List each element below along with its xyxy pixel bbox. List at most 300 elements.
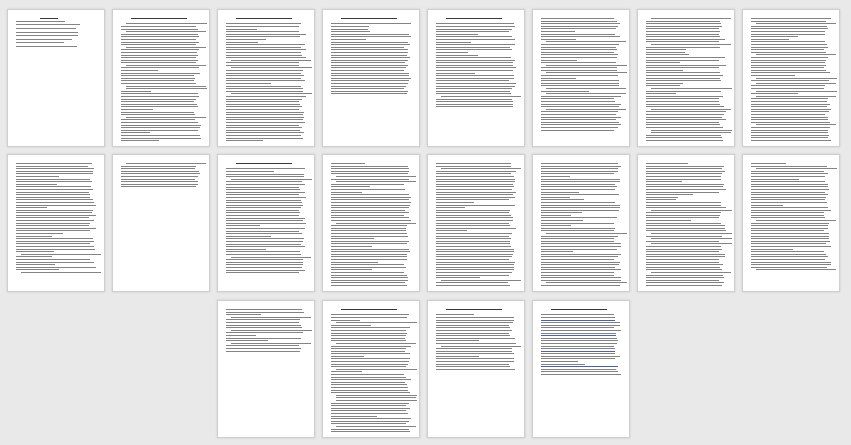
text-line xyxy=(226,332,303,333)
text-line xyxy=(331,408,410,409)
text-line xyxy=(331,403,409,404)
text-line xyxy=(331,418,411,419)
text-line xyxy=(646,91,721,92)
text-line xyxy=(336,400,417,401)
text-line xyxy=(541,111,618,112)
text-line xyxy=(126,47,206,48)
text-line xyxy=(646,262,719,263)
text-line xyxy=(336,395,417,396)
text-line xyxy=(331,44,410,45)
text-line xyxy=(16,186,91,187)
text-line xyxy=(751,47,828,48)
page-text-block xyxy=(16,163,97,285)
text-line xyxy=(226,91,303,92)
text-line xyxy=(751,140,831,141)
text-line xyxy=(331,416,377,417)
text-line xyxy=(541,60,577,61)
text-line xyxy=(226,215,299,216)
text-line xyxy=(541,18,614,19)
text-line xyxy=(226,202,302,203)
text-line xyxy=(541,371,618,372)
text-line xyxy=(436,259,509,260)
text-line xyxy=(226,236,271,237)
text-line xyxy=(226,36,300,37)
text-line xyxy=(16,179,90,180)
text-line xyxy=(751,44,827,45)
text-line xyxy=(651,132,732,133)
text-line xyxy=(541,236,618,237)
text-line xyxy=(226,42,258,43)
text-line xyxy=(226,29,257,30)
text-line xyxy=(436,207,465,208)
text-line xyxy=(441,168,521,169)
text-line xyxy=(226,194,299,195)
text-line xyxy=(646,127,723,128)
text-line xyxy=(16,194,90,195)
text-line xyxy=(436,269,514,270)
text-line xyxy=(121,179,195,180)
text-line xyxy=(651,243,732,244)
text-line xyxy=(331,280,408,281)
text-line xyxy=(751,52,826,53)
page-thumbnail[interactable] xyxy=(742,9,840,147)
text-line xyxy=(541,280,621,281)
text-line xyxy=(226,23,301,24)
page-text-block xyxy=(541,163,622,285)
text-line xyxy=(436,176,514,177)
text-line xyxy=(751,39,789,40)
text-line xyxy=(121,119,195,120)
text-line xyxy=(331,210,405,211)
text-line xyxy=(436,330,512,331)
text-line xyxy=(751,122,830,123)
text-line xyxy=(121,49,199,50)
page-text-block xyxy=(121,18,202,140)
text-line xyxy=(226,338,301,339)
text-line xyxy=(226,168,305,169)
text-line xyxy=(546,65,627,66)
text-line xyxy=(331,31,370,32)
text-line xyxy=(436,55,478,56)
text-line xyxy=(646,36,720,37)
text-line xyxy=(436,75,514,76)
text-line xyxy=(331,405,406,406)
text-line xyxy=(336,181,416,182)
text-line xyxy=(331,431,410,432)
text-line xyxy=(226,267,302,268)
text-line xyxy=(16,269,59,270)
text-line xyxy=(541,314,614,315)
page-thumbnail[interactable] xyxy=(217,9,315,147)
text-line xyxy=(646,189,726,190)
page-heading-line xyxy=(446,309,503,310)
page-text-block xyxy=(121,163,202,285)
page-thumbnail[interactable] xyxy=(322,154,420,292)
text-line xyxy=(331,390,408,391)
text-line xyxy=(541,223,614,224)
text-line xyxy=(546,41,626,42)
page-thumbnail[interactable] xyxy=(322,9,420,147)
page-thumbnail[interactable] xyxy=(427,9,525,147)
text-line xyxy=(541,54,618,55)
text-line xyxy=(436,78,514,79)
text-line xyxy=(436,171,516,172)
text-line xyxy=(751,114,825,115)
text-line xyxy=(541,49,617,50)
text-line xyxy=(751,130,828,131)
text-line xyxy=(231,257,312,258)
toc-line xyxy=(16,32,78,33)
text-line xyxy=(331,338,405,339)
text-line xyxy=(16,223,90,224)
text-line xyxy=(126,163,207,164)
page-thumbnail[interactable] xyxy=(112,9,210,147)
text-line xyxy=(331,192,362,193)
text-line xyxy=(331,67,406,68)
text-line xyxy=(226,114,303,115)
text-line xyxy=(541,168,618,169)
text-line xyxy=(751,72,830,73)
text-line xyxy=(231,179,312,180)
page-thumbnail[interactable] xyxy=(532,300,630,438)
text-line xyxy=(331,259,407,260)
text-line xyxy=(226,135,301,136)
text-line xyxy=(331,88,404,89)
text-line xyxy=(646,199,676,200)
text-line xyxy=(121,57,196,58)
text-line xyxy=(331,364,408,365)
text-line xyxy=(751,62,825,63)
page-text-block xyxy=(226,18,307,140)
text-line xyxy=(331,199,409,200)
text-line xyxy=(226,244,301,245)
text-line xyxy=(751,70,826,71)
text-line xyxy=(646,140,723,141)
text-line xyxy=(541,225,571,226)
text-line xyxy=(331,264,404,265)
text-line xyxy=(646,80,721,81)
page-thumbnail[interactable] xyxy=(532,154,630,292)
text-line xyxy=(436,325,509,326)
page-text-block xyxy=(751,163,832,285)
text-line xyxy=(226,96,306,97)
text-line xyxy=(436,366,510,367)
text-line xyxy=(226,189,300,190)
text-line xyxy=(751,225,828,226)
text-line xyxy=(646,223,721,224)
page-text-block xyxy=(646,163,727,285)
text-line xyxy=(751,181,825,182)
text-line xyxy=(751,194,828,195)
page-thumbnail[interactable] xyxy=(217,154,315,292)
text-line xyxy=(651,238,732,239)
page-text-block xyxy=(226,163,307,285)
text-line xyxy=(541,98,614,99)
text-line xyxy=(226,122,305,123)
text-line xyxy=(541,364,585,365)
text-line xyxy=(16,246,94,247)
text-line xyxy=(436,57,511,58)
text-line xyxy=(226,254,301,255)
text-line xyxy=(121,99,196,100)
page-heading-line xyxy=(131,18,188,19)
text-line xyxy=(541,207,620,208)
text-line xyxy=(751,251,824,252)
text-line xyxy=(226,319,300,320)
text-line xyxy=(546,233,627,234)
text-line xyxy=(226,101,299,102)
text-line xyxy=(331,207,409,208)
text-line xyxy=(751,173,828,174)
text-line xyxy=(436,353,514,354)
text-line xyxy=(331,356,364,357)
text-line xyxy=(331,387,408,388)
text-line xyxy=(546,88,626,89)
text-line xyxy=(651,109,732,110)
text-line xyxy=(226,109,299,110)
text-line xyxy=(226,44,305,45)
text-line xyxy=(331,353,410,354)
text-line xyxy=(226,228,305,229)
text-line xyxy=(646,49,686,50)
text-line xyxy=(756,78,837,79)
text-line xyxy=(226,238,304,239)
text-line xyxy=(436,44,515,45)
text-line xyxy=(541,163,618,164)
text-line xyxy=(541,346,614,347)
text-line xyxy=(436,70,513,71)
text-line xyxy=(331,205,410,206)
text-line xyxy=(541,101,615,102)
text-line xyxy=(436,364,509,365)
text-line xyxy=(16,217,89,218)
page-thumbnail[interactable] xyxy=(7,9,105,147)
text-line xyxy=(751,80,829,81)
page-thumbnail[interactable] xyxy=(322,300,420,438)
text-line xyxy=(646,163,688,164)
text-line xyxy=(541,220,583,221)
text-line xyxy=(331,73,409,74)
text-line xyxy=(16,215,96,216)
text-line xyxy=(226,348,301,349)
text-line xyxy=(126,65,206,66)
text-line xyxy=(16,267,96,268)
text-line xyxy=(751,184,828,185)
page-thumbnail[interactable] xyxy=(637,9,735,147)
text-line xyxy=(436,88,512,89)
text-line xyxy=(436,205,515,206)
text-line xyxy=(121,75,194,76)
text-line xyxy=(336,176,416,177)
text-line xyxy=(541,52,614,53)
text-line xyxy=(651,18,731,19)
text-line xyxy=(646,60,719,61)
text-line xyxy=(121,62,196,63)
text-line xyxy=(226,345,299,346)
text-line xyxy=(541,122,619,123)
page-thumbnail[interactable] xyxy=(637,154,735,292)
text-line xyxy=(226,80,305,81)
text-line xyxy=(541,70,617,71)
text-line xyxy=(541,179,620,180)
text-line xyxy=(16,259,90,260)
text-line xyxy=(436,238,511,239)
text-line xyxy=(651,130,732,131)
text-line xyxy=(226,218,305,219)
text-line xyxy=(751,88,824,89)
text-line xyxy=(331,314,409,315)
text-line xyxy=(226,31,299,32)
text-line xyxy=(436,251,514,252)
page-heading-line xyxy=(341,309,398,310)
text-line xyxy=(546,109,626,110)
text-line xyxy=(16,189,93,190)
text-line xyxy=(331,269,372,270)
text-line xyxy=(121,73,200,74)
page-text-block xyxy=(541,309,622,431)
text-line xyxy=(331,26,369,27)
text-line xyxy=(646,275,723,276)
text-line xyxy=(436,223,509,224)
text-line xyxy=(751,85,825,86)
text-line xyxy=(646,207,726,208)
text-line xyxy=(226,335,256,336)
text-line xyxy=(751,135,829,136)
text-line xyxy=(121,78,195,79)
text-line xyxy=(21,272,101,273)
text-line xyxy=(331,340,406,341)
text-line xyxy=(231,60,312,61)
text-line xyxy=(751,197,826,198)
page-thumbnail[interactable] xyxy=(742,154,840,292)
text-line xyxy=(226,127,302,128)
text-line xyxy=(541,212,582,213)
text-line xyxy=(541,269,621,270)
text-line xyxy=(751,262,831,263)
text-line xyxy=(646,135,721,136)
text-line xyxy=(331,327,410,328)
text-line xyxy=(751,93,798,94)
page-thumbnail[interactable] xyxy=(7,154,105,292)
text-line xyxy=(646,225,725,226)
text-line xyxy=(331,251,410,252)
text-line xyxy=(331,346,411,347)
text-line xyxy=(541,21,617,22)
text-line xyxy=(541,117,621,118)
text-line xyxy=(646,111,726,112)
text-line xyxy=(226,88,303,89)
text-line xyxy=(226,223,306,224)
text-line xyxy=(226,325,301,326)
text-line xyxy=(331,42,408,43)
text-line xyxy=(226,104,300,105)
text-line xyxy=(226,187,299,188)
text-line xyxy=(541,254,621,255)
page-thumbnail[interactable] xyxy=(427,154,525,292)
text-line xyxy=(121,135,200,136)
text-line xyxy=(541,192,579,193)
text-line xyxy=(751,241,830,242)
text-line xyxy=(646,31,720,32)
text-line xyxy=(331,179,409,180)
text-line xyxy=(16,236,52,237)
text-line xyxy=(226,251,300,252)
text-line xyxy=(226,246,305,247)
page-thumbnail[interactable] xyxy=(532,9,630,147)
text-line xyxy=(226,309,302,310)
toc-line xyxy=(16,28,76,29)
text-line xyxy=(751,179,799,180)
text-line xyxy=(226,314,261,315)
text-line xyxy=(436,189,512,190)
text-line xyxy=(751,41,825,42)
text-line xyxy=(16,163,92,164)
page-text-block xyxy=(541,18,622,140)
text-line xyxy=(436,356,479,357)
text-line xyxy=(646,176,721,177)
text-line xyxy=(436,199,509,200)
text-line xyxy=(541,285,620,286)
text-line xyxy=(226,207,301,208)
text-line xyxy=(121,36,199,37)
text-line xyxy=(646,282,724,283)
text-line xyxy=(646,137,722,138)
text-line xyxy=(541,85,619,86)
text-line xyxy=(646,70,683,71)
text-line xyxy=(331,163,365,164)
text-line xyxy=(121,109,153,110)
text-line xyxy=(541,31,575,32)
text-line xyxy=(331,80,409,81)
text-line xyxy=(331,361,409,362)
text-line xyxy=(331,241,409,242)
page-thumbnail[interactable] xyxy=(427,300,525,438)
text-line xyxy=(331,282,405,283)
text-line xyxy=(541,238,614,239)
page-thumbnail[interactable] xyxy=(217,300,315,438)
text-line xyxy=(331,166,408,167)
text-line xyxy=(441,346,521,347)
text-line xyxy=(646,269,722,270)
text-line xyxy=(651,210,732,211)
text-line xyxy=(331,429,409,430)
text-line xyxy=(231,343,311,344)
page-thumbnail[interactable] xyxy=(112,154,210,292)
text-line xyxy=(331,410,406,411)
text-line xyxy=(541,47,616,48)
text-line xyxy=(651,88,732,89)
text-line xyxy=(541,275,614,276)
text-line xyxy=(436,351,512,352)
text-line xyxy=(226,181,302,182)
text-line xyxy=(751,243,826,244)
text-line xyxy=(541,91,589,92)
text-line xyxy=(436,275,509,276)
text-line xyxy=(436,181,515,182)
text-line xyxy=(331,225,407,226)
page-text-block xyxy=(331,309,412,431)
text-line xyxy=(331,333,407,334)
text-line xyxy=(331,47,404,48)
text-line xyxy=(646,75,723,76)
text-line xyxy=(121,52,197,53)
text-line xyxy=(751,34,825,35)
text-line xyxy=(646,256,725,257)
text-line xyxy=(16,249,95,250)
text-line xyxy=(121,39,196,40)
text-line xyxy=(226,340,268,341)
text-line xyxy=(646,249,722,250)
